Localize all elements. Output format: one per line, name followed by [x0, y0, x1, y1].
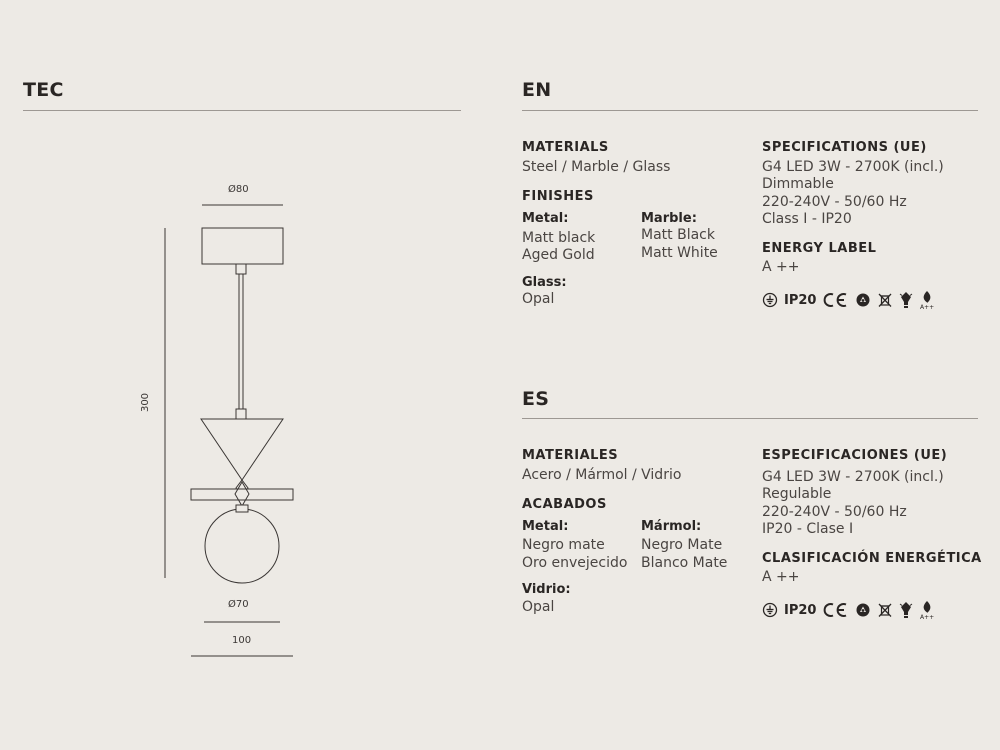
en-spec-line-2: Dimmable: [762, 176, 834, 192]
es-glass-label: Vidrio:: [522, 582, 571, 597]
ce-mark-icon: [823, 602, 849, 618]
en-energy-label: ENERGY LABEL: [762, 241, 877, 256]
en-marble-label: Marble:: [641, 211, 697, 226]
es-energy-label: CLASIFICACIÓN ENERGÉTICA: [762, 551, 982, 566]
es-energy-value: A ++: [762, 569, 800, 585]
en-marble-value-1: Matt Black: [641, 227, 715, 243]
en-spec-line-3: 220-240V - 50/60 Hz: [762, 194, 907, 210]
es-materials-label: MATERIALES: [522, 448, 619, 463]
en-metal-value-2: Aged Gold: [522, 247, 595, 263]
dim-top-diameter-label: Ø80: [228, 184, 249, 195]
es-metal-value-2: Oro envejecido: [522, 555, 628, 571]
en-finishes-label: FINISHES: [522, 189, 594, 204]
dim-globe-diameter-label: Ø70: [228, 599, 249, 610]
es-divider: [522, 418, 978, 419]
en-ip-rating: IP20: [784, 292, 817, 308]
svg-text:A++: A++: [920, 304, 935, 310]
en-spec-line-4: Class I - IP20: [762, 211, 852, 227]
es-spec-line-1: G4 LED 3W - 2700K (incl.): [762, 469, 944, 485]
weee-bin-icon: [877, 602, 893, 618]
es-spec-line-3: 220-240V - 50/60 Hz: [762, 504, 907, 520]
es-marble-value-2: Blanco Mate: [641, 555, 728, 571]
es-marble-value-1: Negro Mate: [641, 537, 723, 553]
es-spec-label: ESPECIFICACIONES (UE): [762, 448, 948, 463]
svg-text:A++: A++: [920, 614, 935, 620]
recycle-icon: [855, 292, 871, 308]
dim-width-label: 100: [232, 635, 252, 646]
es-title: ES: [522, 388, 550, 410]
en-marble-value-2: Matt White: [641, 245, 718, 261]
earth-ground-icon: [762, 292, 778, 308]
lamp-technical-drawing: [150, 195, 320, 665]
es-glass-value: Opal: [522, 599, 555, 615]
es-marble-label: Mármol:: [641, 519, 702, 534]
es-metal-label: Metal:: [522, 519, 569, 534]
es-spec-line-2: Regulable: [762, 486, 832, 502]
dim-height-label: 300: [140, 392, 152, 413]
es-certification-icons: [762, 600, 935, 620]
es-ip-rating: IP20: [784, 602, 817, 618]
ce-mark-icon: [823, 292, 849, 308]
recycle-icon: [855, 602, 871, 618]
en-title: EN: [522, 79, 552, 101]
energy-a-plus-plus-icon: [919, 600, 935, 620]
es-materials-value: Acero / Mármol / Vidrio: [522, 467, 682, 483]
en-energy-value: A ++: [762, 259, 800, 275]
led-bulb-icon: [899, 291, 913, 309]
es-finishes-label: ACABADOS: [522, 497, 607, 512]
en-glass-value: Opal: [522, 291, 555, 307]
tec-title: TEC: [23, 79, 64, 101]
en-glass-label: Glass:: [522, 275, 567, 290]
en-divider: [522, 110, 978, 111]
energy-a-plus-plus-icon: [919, 290, 935, 310]
es-spec-line-4: IP20 - Clase I: [762, 521, 854, 537]
es-metal-value-1: Negro mate: [522, 537, 605, 553]
en-metal-label: Metal:: [522, 211, 569, 226]
en-spec-line-1: G4 LED 3W - 2700K (incl.): [762, 159, 944, 175]
tec-divider: [23, 110, 461, 111]
weee-bin-icon: [877, 292, 893, 308]
earth-ground-icon: [762, 602, 778, 618]
en-certification-icons: [762, 290, 935, 310]
en-spec-label: SPECIFICATIONS (UE): [762, 140, 927, 155]
led-bulb-icon: [899, 601, 913, 619]
en-metal-value-1: Matt black: [522, 230, 596, 246]
en-materials-label: MATERIALS: [522, 140, 609, 155]
en-materials-value: Steel / Marble / Glass: [522, 159, 671, 175]
